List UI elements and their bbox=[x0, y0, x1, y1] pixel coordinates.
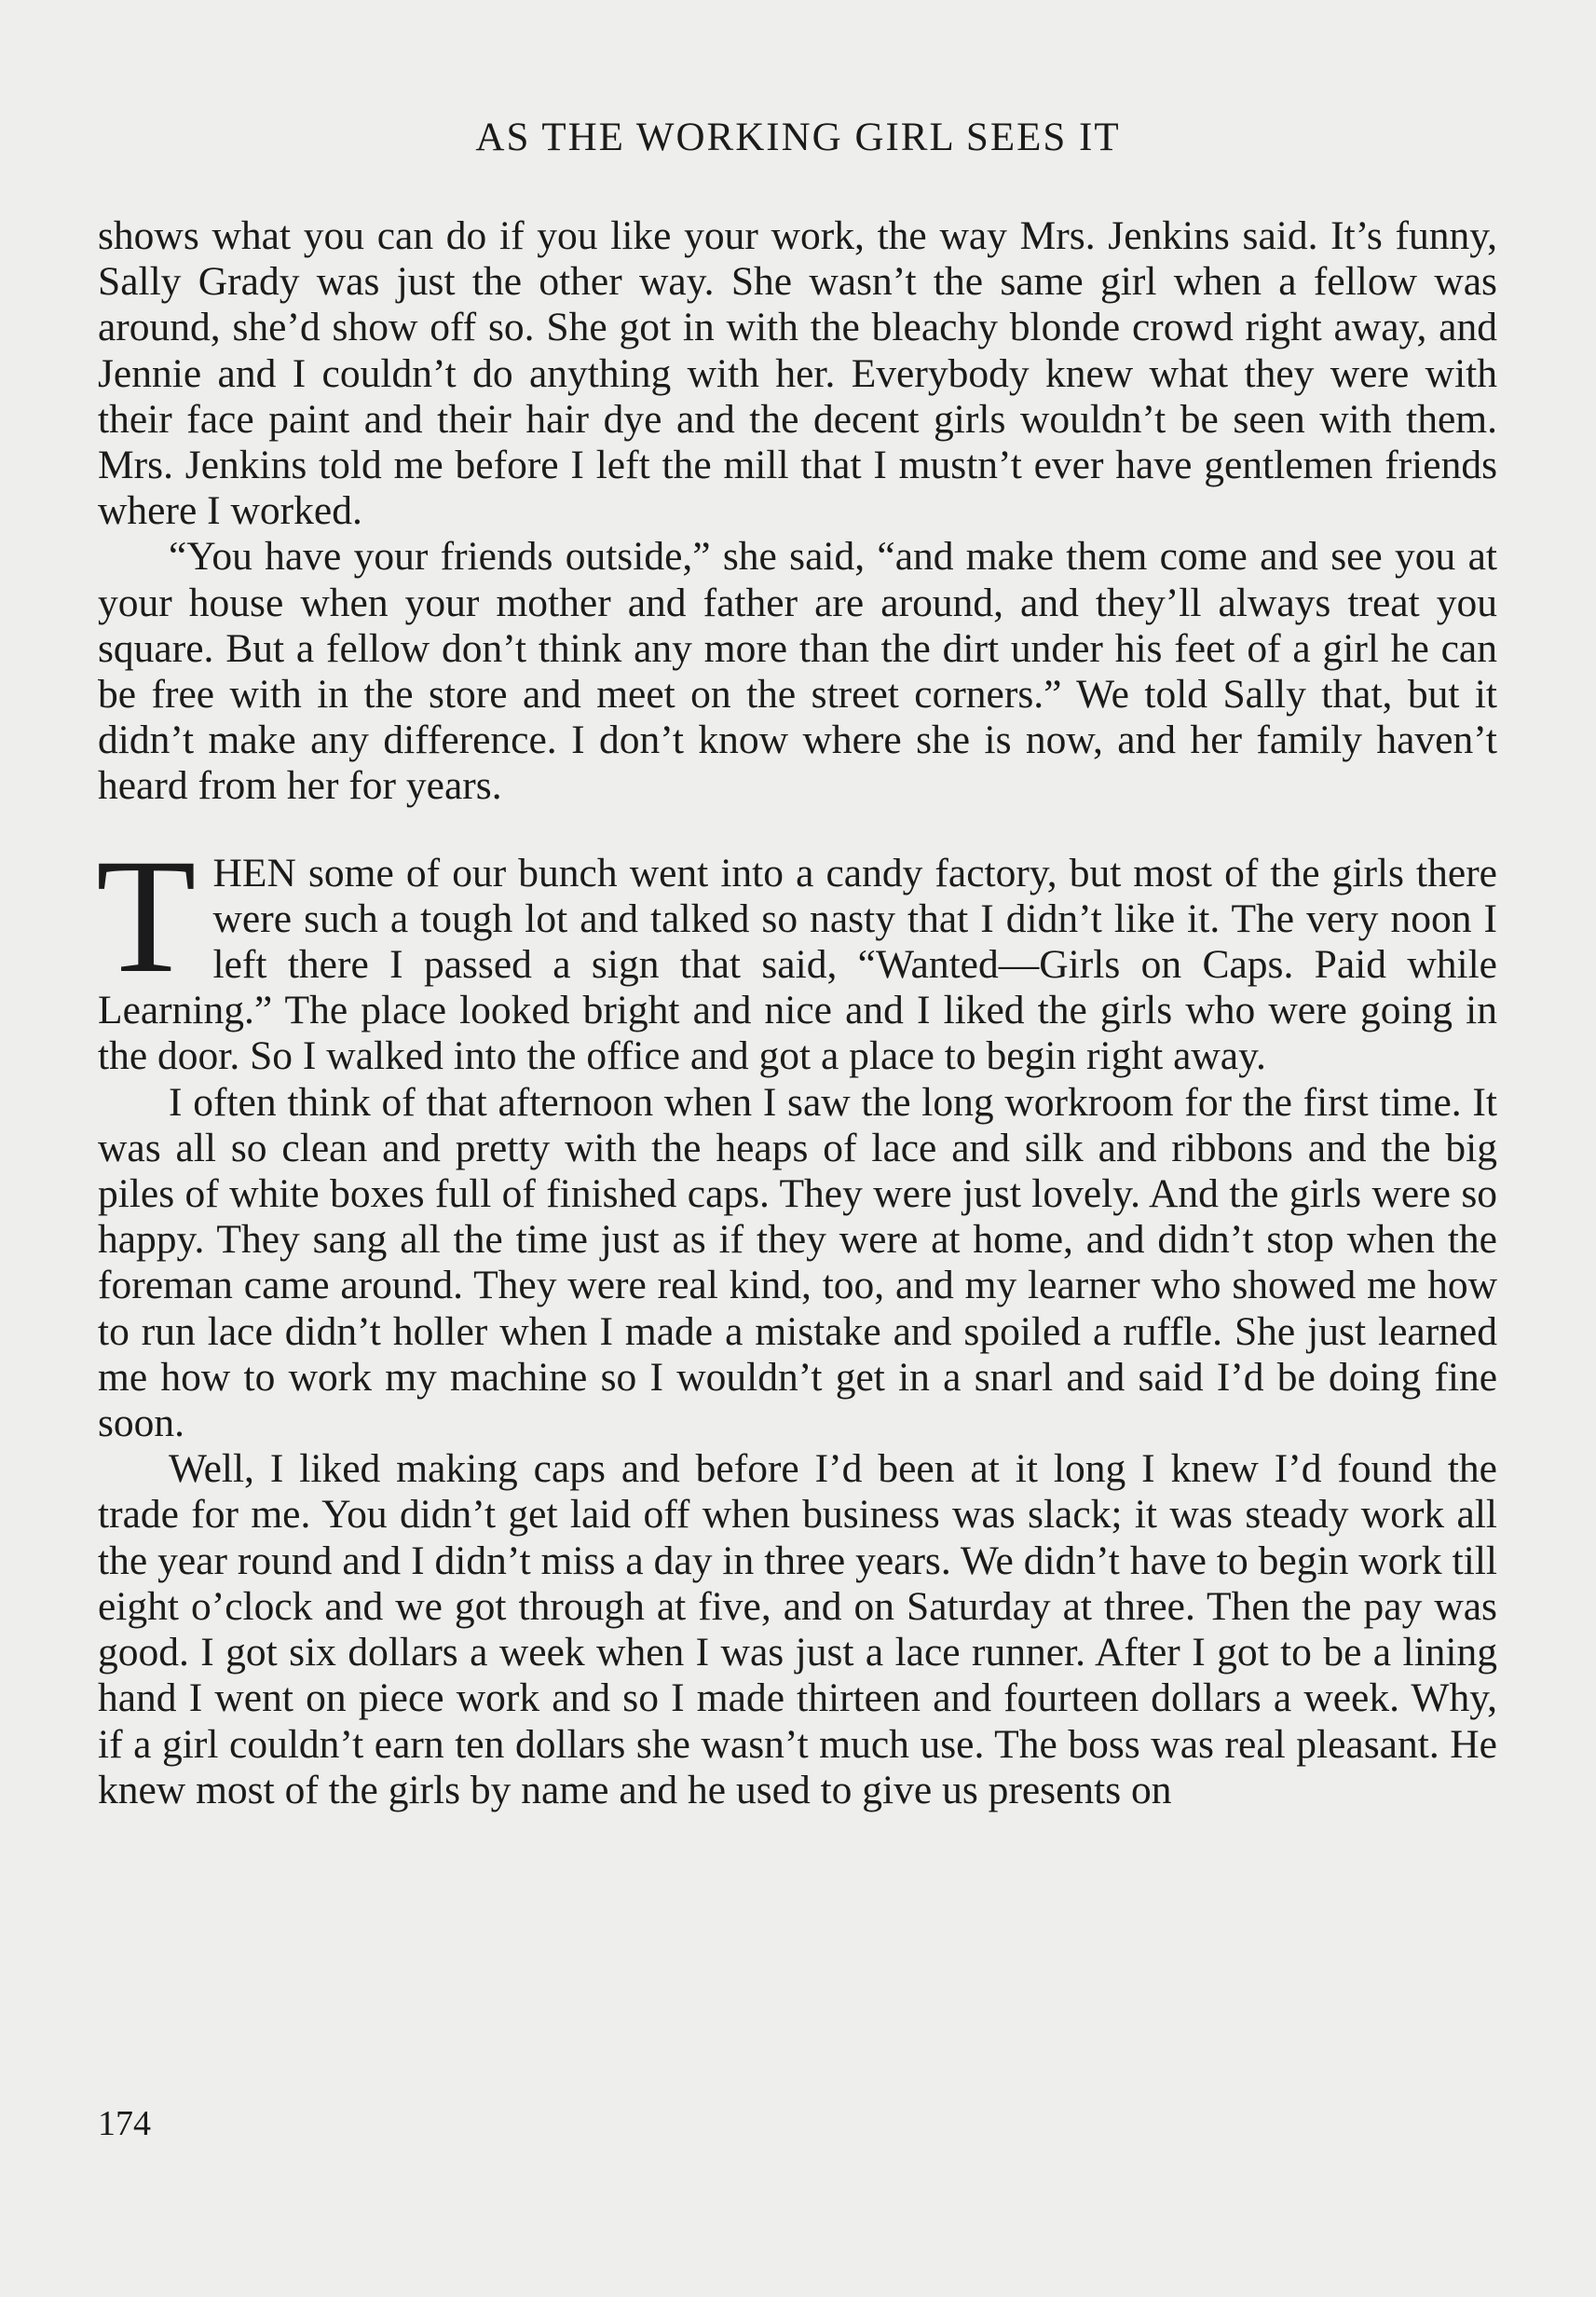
drop-cap: T bbox=[96, 825, 197, 1007]
running-head: AS THE WORKING GIRL SEES IT bbox=[475, 116, 1121, 159]
page-number: 174 bbox=[98, 2104, 151, 2143]
section-opening-text: HEN some of our bunch went into a candy factory, but most of the girls there were such a tough lot and talked so nasty that I didn’t like it. The very noon I left there I passed a sign that said, “Wanted—Girls on Caps. Paid while Learning.” The place looked bright and nice and I liked the girls who were going in the door. So I walked into the office and got a place to begin right away. bbox=[98, 850, 1497, 1079]
paragraph: Well, I liked making caps and before I’d been at it long I knew I’d found the trade for me. You didn’t get laid off when business was slack; it was steady work all the year round and I didn’t miss a day in three years. We didn’t have to begin work till eight o’clock and we got through at five, and on Saturday at three. Then the pay was good. I got six dollars a week when I was just a lace runner. After I got to be a lining hand I went on piece work and so I made thirteen and fourteen dollars a week. Why, if a girl couldn’t earn ten dollars she wasn’t much use. The boss was real pleasant. He knew most of the girls by name and he used to give us presents on bbox=[98, 1446, 1497, 1812]
paragraph: I often think of that afternoon when I saw the long workroom for the first time. It was all so clean and pretty with the heaps of lace and silk and ribbons and the big piles of white boxes full of finished caps. They were just lovely. And the girls were so happy. They sang all the time just as if they were at home, and didn’t stop when the foreman came around. They were real kind, too, and my learner who showed me how to run lace didn’t holler when I made a mistake and spoiled a ruffle. She just learned me how to work my machine so I wouldn’t get in a snarl and said I’d be doing fine soon. bbox=[98, 1079, 1497, 1446]
body-text bbox=[98, 213, 1497, 1813]
paragraph: “You have your friends outside,” she said, “and make them come and see you at your house when your mother and father are around, and they’ll always treat you square. But a fellow don’t think any more than the dirt under his feet of a girl he can be free with in the store and meet on the street corners.” We told Sally that, but it didn’t make any difference. I don’t know where she is now, and her family haven’t heard from her for years. bbox=[98, 534, 1497, 809]
section-opening-paragraph bbox=[96, 825, 1497, 1080]
paragraph-continued: shows what you can do if you like your work, the way Mrs. Jenkins said. It’s funny, Sally Grady was just the other way. She wasn’t the same girl when a fellow was around, she’d show off so. She got in with the bleachy blonde crowd right away, and Jennie and I couldn’t do anything with her. Everybody knew what they were with their face paint and their hair dye and the decent girls wouldn’t be seen with them. Mrs. Jenkins told me before I left the mill that I mustn’t ever have gentlemen friends where I worked. bbox=[98, 213, 1497, 534]
